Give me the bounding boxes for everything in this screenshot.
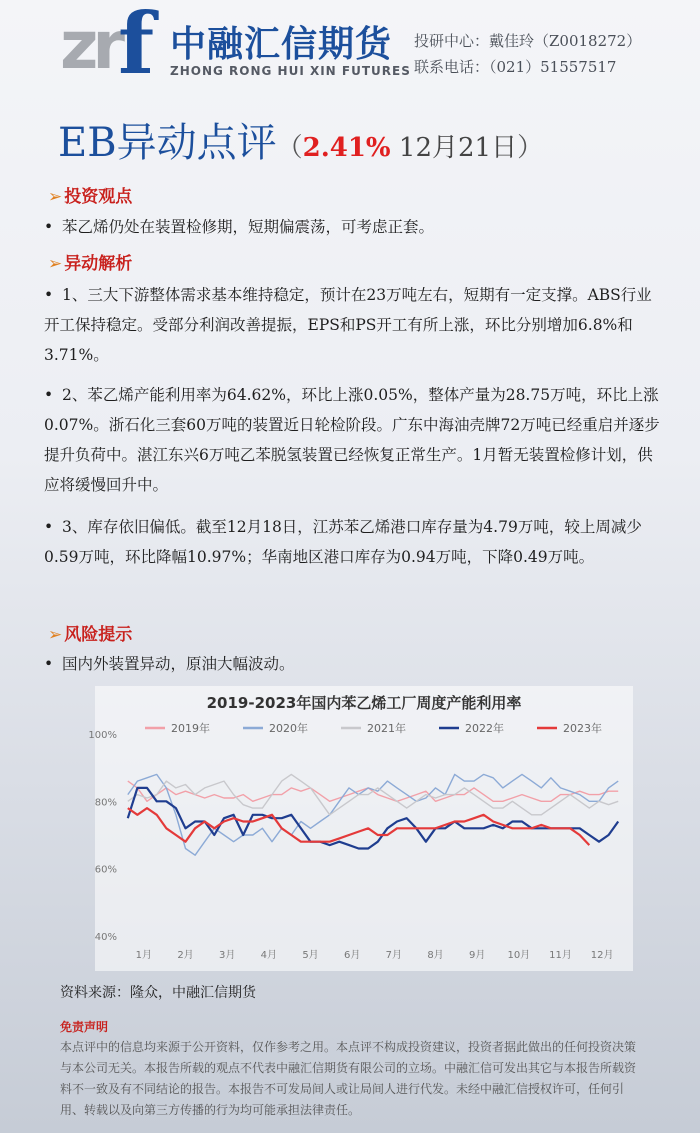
page-title bbox=[58, 118, 543, 168]
title-close-paren: ） bbox=[517, 133, 544, 163]
view-paragraph bbox=[44, 212, 664, 242]
bullet: • bbox=[44, 518, 54, 536]
legend-label: 2023年 bbox=[563, 722, 602, 735]
bullet: • bbox=[44, 286, 54, 304]
x-tick-label: 12月 bbox=[590, 950, 614, 961]
section-head-view-label: 投资观点 bbox=[64, 187, 133, 207]
chevron-right-icon: ➢ bbox=[48, 625, 63, 645]
section-head-risk bbox=[48, 620, 132, 645]
chart-title: 2019-2023年国内苯乙烯工厂周度产能利用率 bbox=[206, 694, 522, 712]
legend-label: 2020年 bbox=[269, 722, 308, 735]
phone-line: 联系电话：（021）51557517 bbox=[414, 58, 617, 76]
y-tick-label: 80% bbox=[94, 797, 117, 809]
series-line-2020 bbox=[128, 774, 618, 855]
x-tick-label: 4月 bbox=[260, 950, 278, 961]
y-tick-label: 60% bbox=[94, 864, 117, 876]
title-change-pct: 2.41% bbox=[302, 133, 391, 163]
capacity-utilization-chart bbox=[88, 686, 633, 971]
analysis-paragraph-1 bbox=[44, 280, 664, 370]
chart-svg bbox=[88, 686, 633, 971]
company-name-cn: 中融汇信期货 bbox=[170, 24, 393, 65]
data-source: 资料来源：隆众，中融汇信期货 bbox=[60, 985, 256, 1001]
risk-paragraph bbox=[44, 649, 664, 679]
x-tick-label: 6月 bbox=[343, 950, 361, 961]
analyst-line: 投研中心：戴佳玲（Z0018272） bbox=[414, 32, 642, 50]
analysis-text-2: 2、苯乙烯产能利用率为64.62%，环比上涨0.05%，整体产量为28.75万吨，环比上涨0.07%。浙石化三套60万吨的装置近日轮检阶段。广东中海油壳牌72万吨已经重启并逐步提升负荷中。湛江东兴6万吨乙苯脱氢装置已经恢复正常生产。1月暂无装置检修计划，供应将缓慢回升中。 bbox=[44, 386, 660, 494]
disclaimer-title: 免责声明 bbox=[60, 1020, 109, 1034]
x-tick-label: 8月 bbox=[427, 950, 444, 961]
x-tick-label: 10月 bbox=[507, 950, 531, 961]
title-open-paren: （ bbox=[276, 133, 303, 163]
analysis-paragraph-2 bbox=[44, 380, 664, 500]
x-tick-label: 3月 bbox=[218, 950, 236, 961]
x-tick-label: 7月 bbox=[385, 950, 403, 961]
disclaimer-text: 本点评中的信息均来源于公开资料，仅作参考之用。本点评不构成投资建议，投资者据此做出的任何投资决策与本公司无关。本报告所载的观点不代表中融汇信期货有限公司的立场。中融汇信可发出其它与本报告所载资料不一致及有不同结论的报告。本报告不可发局间人或让局间人进行代发。未经中融汇信授权许可，任何引用、转载以及向第三方传播的行为均可能承担法律责任。 bbox=[60, 1040, 637, 1117]
legend-label: 2019年 bbox=[171, 722, 210, 735]
analysis-text-3: 3、库存依旧偏低。截至12月18日，江苏苯乙烯港口库存量为4.79万吨，较上周减少0.59万吨，环比降幅10.97%；华南地区港口库存为0.94万吨，下降0.49万吨。 bbox=[44, 518, 642, 566]
section-head-view bbox=[48, 182, 132, 207]
risk-text: 国内外装置异动，原油大幅波动。 bbox=[62, 655, 295, 673]
bullet: • bbox=[44, 218, 54, 236]
x-tick-label: 5月 bbox=[302, 950, 319, 961]
view-text: 苯乙烯仍处在装置检修期，短期偏震荡，可考虑正套。 bbox=[62, 218, 435, 236]
x-tick-label: 2月 bbox=[177, 950, 194, 961]
series-line-2021 bbox=[128, 774, 618, 814]
title-date: 12月21日 bbox=[390, 133, 518, 163]
analysis-paragraph-3 bbox=[44, 512, 664, 572]
section-head-analysis-label: 异动解析 bbox=[64, 254, 133, 274]
legend-label: 2022年 bbox=[465, 722, 504, 735]
chevron-right-icon: ➢ bbox=[48, 254, 63, 274]
analysis-text-1: 1、三大下游整体需求基本维持稳定，预计在23万吨左右，短期有一定支撑。ABS行业开工保持稳定。受部分利润改善提振，EPS和PS开工有所上涨，环比分别增加6.8%和3.71%。 bbox=[44, 286, 652, 364]
section-head-analysis bbox=[48, 249, 132, 274]
x-tick-label: 9月 bbox=[468, 950, 486, 961]
legend-label: 2021年 bbox=[367, 722, 406, 735]
company-logo-f: f bbox=[118, 0, 155, 93]
x-tick-label: 1月 bbox=[135, 950, 153, 961]
header bbox=[0, 0, 700, 98]
company-logo: zr bbox=[60, 7, 119, 84]
bullet: • bbox=[44, 386, 54, 404]
company-name-en: ZHONG RONG HUI XIN FUTURES bbox=[170, 64, 411, 78]
y-tick-label: 40% bbox=[94, 932, 117, 943]
title-main: EB异动点评 bbox=[58, 120, 277, 166]
y-tick-label: 100% bbox=[88, 730, 117, 741]
bullet: • bbox=[44, 655, 54, 673]
series-line-2023 bbox=[128, 808, 590, 845]
x-tick-label: 11月 bbox=[549, 950, 572, 961]
section-head-risk-label: 风险提示 bbox=[64, 625, 133, 645]
contact-info bbox=[414, 30, 641, 82]
chevron-right-icon: ➢ bbox=[48, 187, 63, 207]
